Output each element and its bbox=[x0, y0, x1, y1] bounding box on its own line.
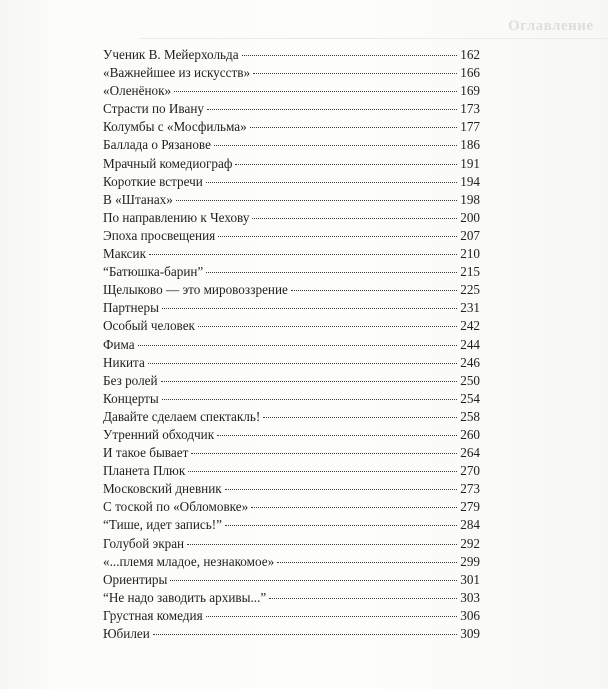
dot-leader bbox=[253, 73, 457, 74]
toc-entry-title: Утренний обходчик bbox=[103, 426, 215, 442]
toc-entry-page-number: 215 bbox=[460, 264, 480, 280]
toc-entry bbox=[103, 625, 480, 643]
dot-leader bbox=[206, 616, 458, 617]
dot-leader bbox=[170, 580, 457, 581]
toc-entry-page-number: 270 bbox=[460, 463, 480, 479]
toc-entry-title: Концерты bbox=[103, 390, 159, 406]
toc-entry-title: Баллада о Рязанове bbox=[103, 137, 211, 153]
toc-entry-page-number: 258 bbox=[460, 408, 480, 424]
toc-entry-page-number: 244 bbox=[460, 336, 480, 352]
toc-entry bbox=[103, 354, 480, 372]
toc-entry bbox=[103, 553, 480, 571]
toc-entry-title: Особый человек bbox=[103, 318, 195, 334]
toc-entry-title: «Важнейшее из искусств» bbox=[103, 65, 251, 81]
toc-entry-page-number: 260 bbox=[460, 426, 480, 442]
dot-leader bbox=[218, 236, 457, 237]
toc-entry-page-number: 169 bbox=[460, 83, 480, 99]
toc-entry-page-number: 299 bbox=[460, 553, 480, 569]
toc-entry bbox=[103, 46, 480, 64]
toc-entry-title: Давайте сделаем спектакль! bbox=[103, 408, 261, 424]
toc-entry-title: С тоской по «Обломовке» bbox=[103, 499, 249, 515]
toc-entry-page-number: 254 bbox=[460, 390, 480, 406]
toc-entry bbox=[103, 607, 480, 625]
dot-leader bbox=[235, 164, 457, 165]
dot-leader bbox=[250, 127, 457, 128]
toc-entry-page-number: 194 bbox=[460, 173, 480, 189]
toc-entry-title: “Не надо заводить архивы...” bbox=[103, 589, 267, 605]
toc-entry bbox=[103, 263, 480, 281]
ghost-header: Оглавление bbox=[508, 18, 594, 34]
toc-entry-title: Эпоха просвещения bbox=[103, 227, 216, 243]
toc-entry bbox=[103, 498, 480, 516]
toc-entry-page-number: 292 bbox=[460, 535, 480, 551]
toc-entry-title: Фима bbox=[103, 336, 135, 352]
toc-entry bbox=[103, 444, 480, 462]
toc-entry-page-number: 279 bbox=[460, 499, 480, 515]
toc-entry-title: В «Штанах» bbox=[103, 191, 173, 207]
toc-entry bbox=[103, 245, 480, 263]
toc-entry-page-number: 301 bbox=[460, 571, 480, 587]
dot-leader bbox=[149, 254, 457, 255]
toc-entry-page-number: 284 bbox=[460, 517, 480, 533]
dot-leader bbox=[174, 91, 457, 92]
toc-entry-title: Страсти по Ивану bbox=[103, 101, 204, 117]
dot-leader bbox=[188, 471, 457, 472]
toc-entry bbox=[103, 64, 480, 82]
dot-leader bbox=[214, 145, 457, 146]
toc-entry-page-number: 191 bbox=[460, 155, 480, 171]
toc-entry-title: И такое бывает bbox=[103, 445, 189, 461]
toc-entry-page-number: 231 bbox=[460, 300, 480, 316]
toc-entry-page-number: 242 bbox=[460, 318, 480, 334]
toc-entry-page-number: 250 bbox=[460, 372, 480, 388]
toc-entry bbox=[103, 118, 480, 136]
dot-leader bbox=[242, 55, 458, 56]
toc-entry bbox=[103, 589, 480, 607]
toc-entry-page-number: 210 bbox=[460, 246, 480, 262]
toc-entry-page-number: 162 bbox=[460, 47, 480, 62]
dot-leader bbox=[191, 453, 457, 454]
toc-entry-title: Мрачный комедиограф bbox=[103, 155, 233, 171]
toc-entry-title: Щелыково — это мировоззрение bbox=[103, 282, 288, 298]
dot-leader bbox=[269, 598, 457, 599]
dot-leader bbox=[206, 182, 457, 183]
toc-entry bbox=[103, 299, 480, 317]
toc-entry-page-number: 273 bbox=[460, 481, 480, 497]
toc-entry bbox=[103, 227, 480, 245]
toc-entry-page-number: 264 bbox=[460, 445, 480, 461]
toc-entry bbox=[103, 426, 480, 444]
toc-entry-page-number: 309 bbox=[460, 626, 480, 641]
toc-entry bbox=[103, 191, 480, 209]
toc-entry bbox=[103, 155, 480, 173]
toc-entry-title: Грустная комедия bbox=[103, 607, 203, 623]
dot-leader bbox=[225, 525, 457, 526]
dot-leader bbox=[206, 272, 457, 273]
toc-entry bbox=[103, 281, 480, 299]
toc-entry bbox=[103, 372, 480, 390]
toc-entry-title: «...племя младое, незнакомое» bbox=[103, 553, 275, 569]
dot-leader bbox=[217, 435, 457, 436]
toc-entry-title: Без ролей bbox=[103, 372, 158, 388]
toc-entry-title: Колумбы с «Мосфильма» bbox=[103, 119, 247, 135]
dot-leader bbox=[252, 218, 457, 219]
toc-entry-title: Максик bbox=[103, 246, 146, 262]
toc-entry bbox=[103, 317, 480, 335]
table-of-contents bbox=[103, 46, 480, 643]
toc-entry-page-number: 166 bbox=[460, 65, 480, 81]
dot-leader bbox=[187, 544, 457, 545]
toc-entry bbox=[103, 516, 480, 534]
toc-entry bbox=[103, 336, 480, 354]
toc-entry-page-number: 207 bbox=[460, 227, 480, 243]
toc-entry bbox=[103, 571, 480, 589]
toc-entry-page-number: 303 bbox=[460, 589, 480, 605]
toc-entry-page-number: 186 bbox=[460, 137, 480, 153]
toc-entry-title: “Тише, идет запись!” bbox=[103, 517, 223, 533]
dot-leader bbox=[207, 109, 457, 110]
toc-entry bbox=[103, 390, 480, 408]
dot-leader bbox=[138, 345, 458, 346]
toc-entry bbox=[103, 82, 480, 100]
toc-entry-title: Ученик В. Мейерхольда bbox=[103, 47, 239, 62]
ghost-rule bbox=[140, 38, 608, 39]
toc-entry-page-number: 246 bbox=[460, 354, 480, 370]
dot-leader bbox=[161, 381, 458, 382]
dot-leader bbox=[148, 363, 457, 364]
dot-leader bbox=[263, 417, 457, 418]
toc-entry-title: Голубой экран bbox=[103, 535, 185, 551]
toc-entry-title: «Оленёнок» bbox=[103, 83, 172, 99]
toc-entry-title: Планета Плюк bbox=[103, 463, 186, 479]
dot-leader bbox=[176, 200, 457, 201]
toc-entry-title: Московский дневник bbox=[103, 481, 222, 497]
toc-entry-page-number: 173 bbox=[460, 101, 480, 117]
toc-entry bbox=[103, 173, 480, 191]
toc-entry bbox=[103, 100, 480, 118]
dot-leader bbox=[162, 308, 457, 309]
dot-leader bbox=[198, 326, 457, 327]
toc-entry bbox=[103, 535, 480, 553]
dot-leader bbox=[162, 399, 457, 400]
toc-entry bbox=[103, 209, 480, 227]
toc-entry-page-number: 177 bbox=[460, 119, 480, 135]
toc-entry-title: “Батюшка-барин” bbox=[103, 264, 204, 280]
toc-entry bbox=[103, 462, 480, 480]
toc-entry bbox=[103, 408, 480, 426]
toc-entry-title: Короткие встречи bbox=[103, 173, 203, 189]
dot-leader bbox=[251, 507, 457, 508]
toc-entry bbox=[103, 136, 480, 154]
dot-leader bbox=[277, 562, 457, 563]
toc-entry-page-number: 225 bbox=[460, 282, 480, 298]
toc-entry-title: По направлению к Чехову bbox=[103, 209, 250, 225]
toc-entry-page-number: 200 bbox=[460, 209, 480, 225]
toc-entry-title: Юбилеи bbox=[103, 626, 150, 641]
toc-entry-title: Партнеры bbox=[103, 300, 159, 316]
dot-leader bbox=[291, 290, 457, 291]
toc-entry-page-number: 198 bbox=[460, 191, 480, 207]
dot-leader bbox=[225, 489, 458, 490]
dot-leader bbox=[153, 634, 457, 635]
toc-entry-page-number: 306 bbox=[460, 607, 480, 623]
toc-entry bbox=[103, 480, 480, 498]
toc-entry-title: Никита bbox=[103, 354, 145, 370]
toc-entry-title: Ориентиры bbox=[103, 571, 168, 587]
